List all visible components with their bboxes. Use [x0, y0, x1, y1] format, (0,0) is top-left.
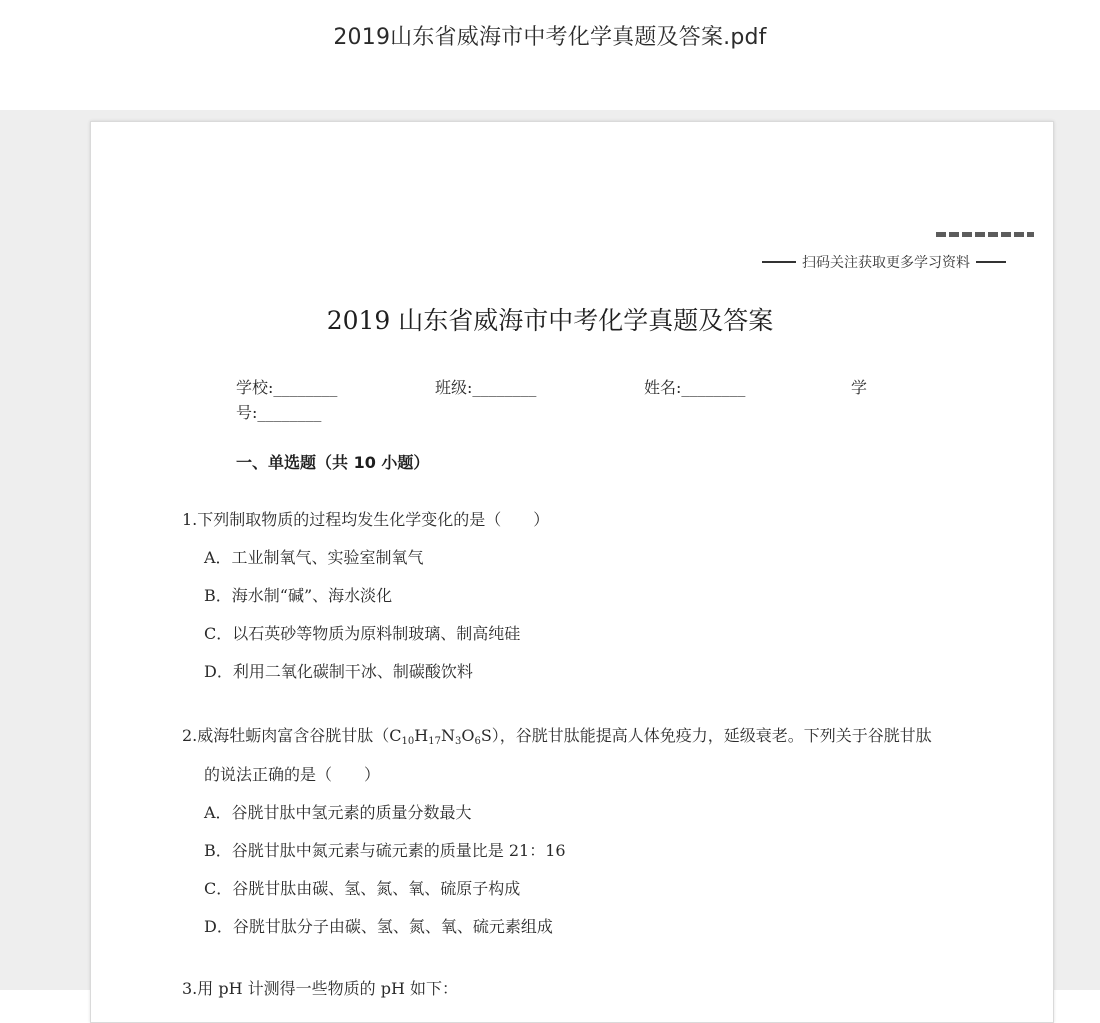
- question-1-option-d: D．利用二氧化碳制干冰、制碳酸饮料: [204, 662, 473, 681]
- question-1-option-c: C．以石英砂等物质为原料制玻璃、制高纯硅: [204, 624, 521, 643]
- q2-stem-pre: 2.威海牡蛎肉富含谷胱甘肽（C: [182, 726, 402, 745]
- number-field-continued: 号:________: [236, 403, 322, 422]
- q2-sub-2: 17: [428, 736, 441, 747]
- q2-n: N: [440, 726, 455, 745]
- student-info-row: [236, 375, 886, 395]
- q2-stem-post: S），谷胱甘肽能提高人体免疫力，延级衰老。下列关于谷胱甘肽: [480, 726, 932, 745]
- school-field: 学校:________: [236, 378, 338, 397]
- header-decoration: [936, 232, 1034, 237]
- window-title-bar: [0, 0, 1100, 110]
- file-title: 2019山东省威海市中考化学真题及答案.pdf: [333, 25, 767, 50]
- question-2-option-d: D．谷胱甘肽分子由碳、氢、氮、氧、硫元素组成: [204, 917, 553, 936]
- section-heading: 一、单选题（共 10 小题）: [236, 453, 430, 472]
- question-2-stem-line2: 的说法正确的是（ ）: [204, 765, 381, 784]
- class-field: 班级:________: [435, 378, 537, 397]
- q2-sub-3: 3: [454, 736, 462, 747]
- question-2-option-c: C．谷胱甘肽由碳、氢、氮、氧、硫原子构成: [204, 879, 521, 898]
- question-2-option-b: B．谷胱甘肽中氮元素与硫元素的质量比是 21：16: [204, 841, 566, 860]
- q2-sub-1: 10: [401, 736, 415, 747]
- name-field: 姓名:________: [644, 378, 746, 397]
- question-1-option-b: B．海水制“碱”、海水淡化: [204, 586, 393, 605]
- question-3-stem: 3.用 pH 计测得一些物质的 pH 如下：: [182, 979, 459, 998]
- q2-o: O: [461, 726, 475, 745]
- scan-promo-line: [762, 253, 1024, 271]
- question-2-option-a: A．谷胱甘肽中氢元素的质量分数最大: [204, 803, 472, 822]
- promo-left-rule: [762, 261, 796, 263]
- q2-h: H: [414, 726, 429, 745]
- number-field-start: 学: [851, 378, 868, 397]
- promo-right-rule: [976, 261, 1006, 263]
- question-2-stem: [182, 723, 932, 747]
- question-1-stem: 1.下列制取物质的过程均发生化学变化的是（ ）: [182, 510, 550, 529]
- document-title: 2019 山东省威海市中考化学真题及答案: [326, 306, 774, 335]
- q2-sub-4: 6: [474, 736, 481, 747]
- question-1-option-a: A．工业制氧气、实验室制氧气: [204, 548, 424, 567]
- scan-promo-text: 扫码关注获取更多学习资料: [802, 255, 970, 271]
